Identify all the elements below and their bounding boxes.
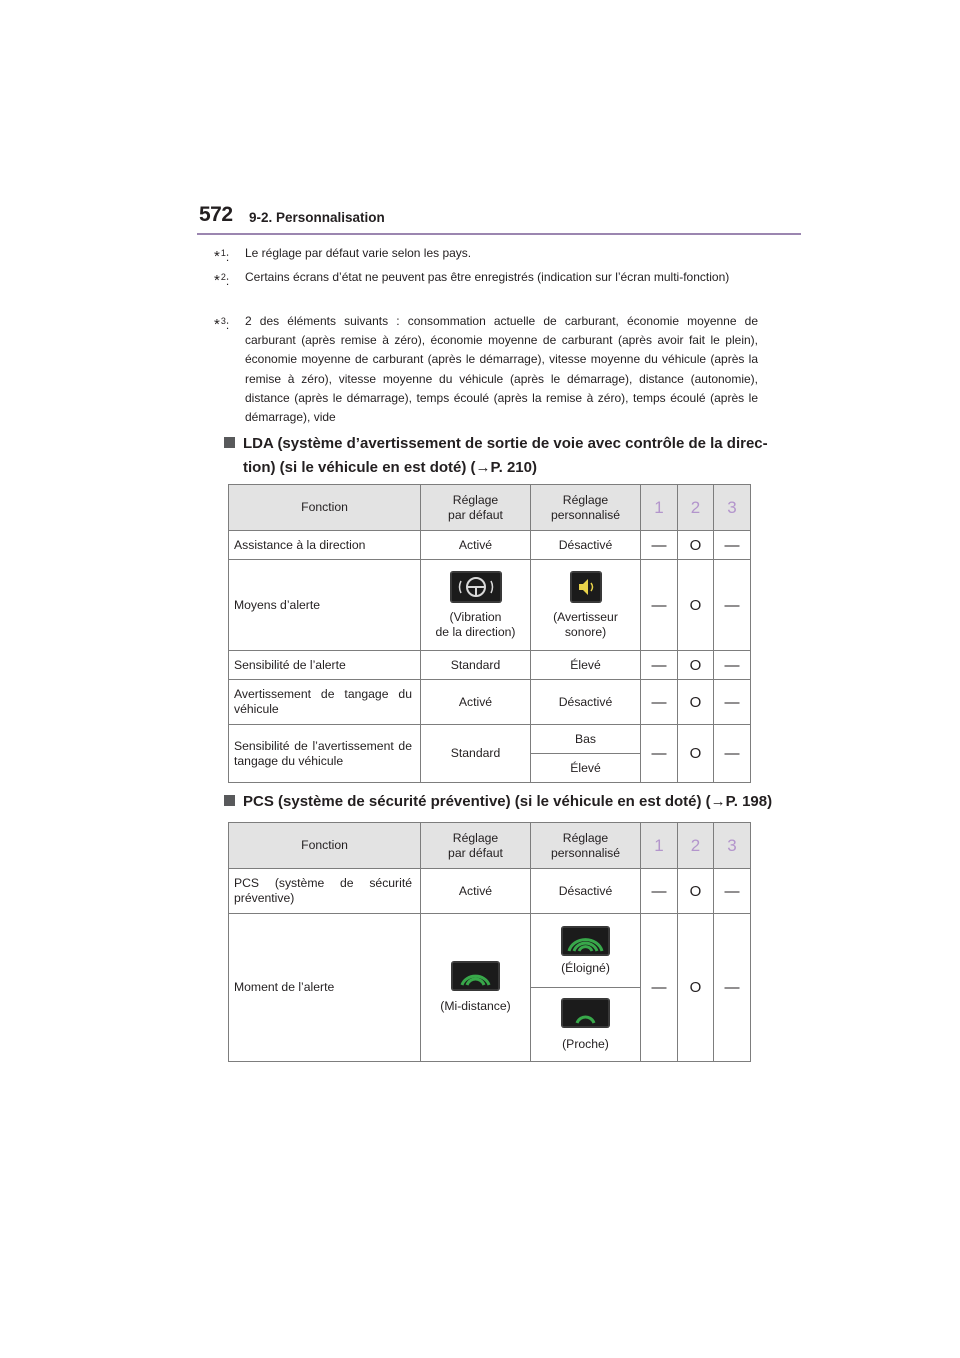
- header-fonction: Fonction: [229, 485, 421, 531]
- header-rule: [197, 233, 801, 235]
- near-distance-arc-icon: [561, 998, 610, 1028]
- table-row: Élevé: [229, 754, 751, 783]
- lda-settings-table: [228, 484, 751, 783]
- square-bullet-icon: [224, 795, 235, 806]
- table-row: Moment de l’alerte (Mi-distance) (Éloigné) — O —: [229, 914, 751, 988]
- distance-arcs-icon: [451, 961, 500, 991]
- footnote-marker: *$^1$:: [214, 248, 230, 265]
- header-default-setting: Réglage par défaut: [421, 485, 531, 531]
- table-header-row: [229, 485, 751, 531]
- header-default-setting: Réglage par défaut: [421, 823, 531, 869]
- pcs-heading: PCS (système de sécurité préventive) (si le véhicule en est doté) (→P. 198): [224, 790, 772, 814]
- table-row: Avertissement de tangage du véhicule Activé Désactivé — O —: [229, 680, 751, 725]
- footnote-text: Certains écrans d’état ne peuvent pas être enregistrés (indication sur l’écran multi-fonction): [245, 270, 730, 284]
- footnote-text: Le réglage par défaut varie selon les pays.: [245, 246, 472, 260]
- header-col-1: 1: [641, 485, 678, 531]
- table-row: (Proche): [229, 988, 751, 1062]
- table-row: Sensibilité de l’alerte Standard Élevé — O —: [229, 651, 751, 680]
- table-row: Sensibilité de l’avertissement de tangage du véhicule Standard Bas — O —: [229, 725, 751, 754]
- lda-heading: LDA (système d’avertissement de sortie de voie avec contrôle de la direc- tion) (si le véhicule en est doté) (→P. 210): [224, 432, 768, 480]
- header-col-2: 2: [678, 485, 714, 531]
- steering-wheel-icon: [450, 571, 502, 603]
- speaker-icon: [570, 571, 602, 603]
- footnote-marker: *$^3$:: [214, 316, 230, 333]
- page-number: 572: [199, 203, 233, 226]
- header-custom-setting: Réglage personnalisé: [531, 485, 641, 531]
- header-col-3: 3: [714, 823, 751, 869]
- square-bullet-icon: [224, 437, 235, 448]
- header-col-3: 3: [714, 485, 751, 531]
- header-col-1: 1: [641, 823, 678, 869]
- table-row: Moyens d’alerte (Vibration de la direction) (Avertisseur sonore) — O —: [229, 560, 751, 651]
- section-title: 9-2. Personnalisation: [249, 210, 385, 225]
- header-col-2: 2: [678, 823, 714, 869]
- far-distance-arcs-icon: [561, 926, 610, 956]
- table-row: PCS (système de sécurité préventive) Activé Désactivé — O —: [229, 869, 751, 914]
- pcs-settings-table: [228, 822, 751, 1062]
- footnote-marker: *$^2$:: [214, 272, 230, 289]
- table-row: Assistance à la direction Activé Désactivé — O —: [229, 531, 751, 560]
- header-fonction: Fonction: [229, 823, 421, 869]
- table-header-row: [229, 823, 751, 869]
- header-custom-setting: Réglage personnalisé: [531, 823, 641, 869]
- footnote-text: 2 des éléments suivants : consommation actuelle de carburant, économie moyenne de carburant (après remise à zéro), économie moyenne de carburant (après avoir fait le plein), économie moyenne de carburant (après le démarrage), vitesse moyenne du véhicule (après la remise à zéro), vitesse moyenne du véhicule (après le démarrage), distance (autonomie), distance (après le démarrage), temps écoulé (après la remise à zéro), temps écoulé (après le démarrage), vide: [245, 314, 758, 425]
